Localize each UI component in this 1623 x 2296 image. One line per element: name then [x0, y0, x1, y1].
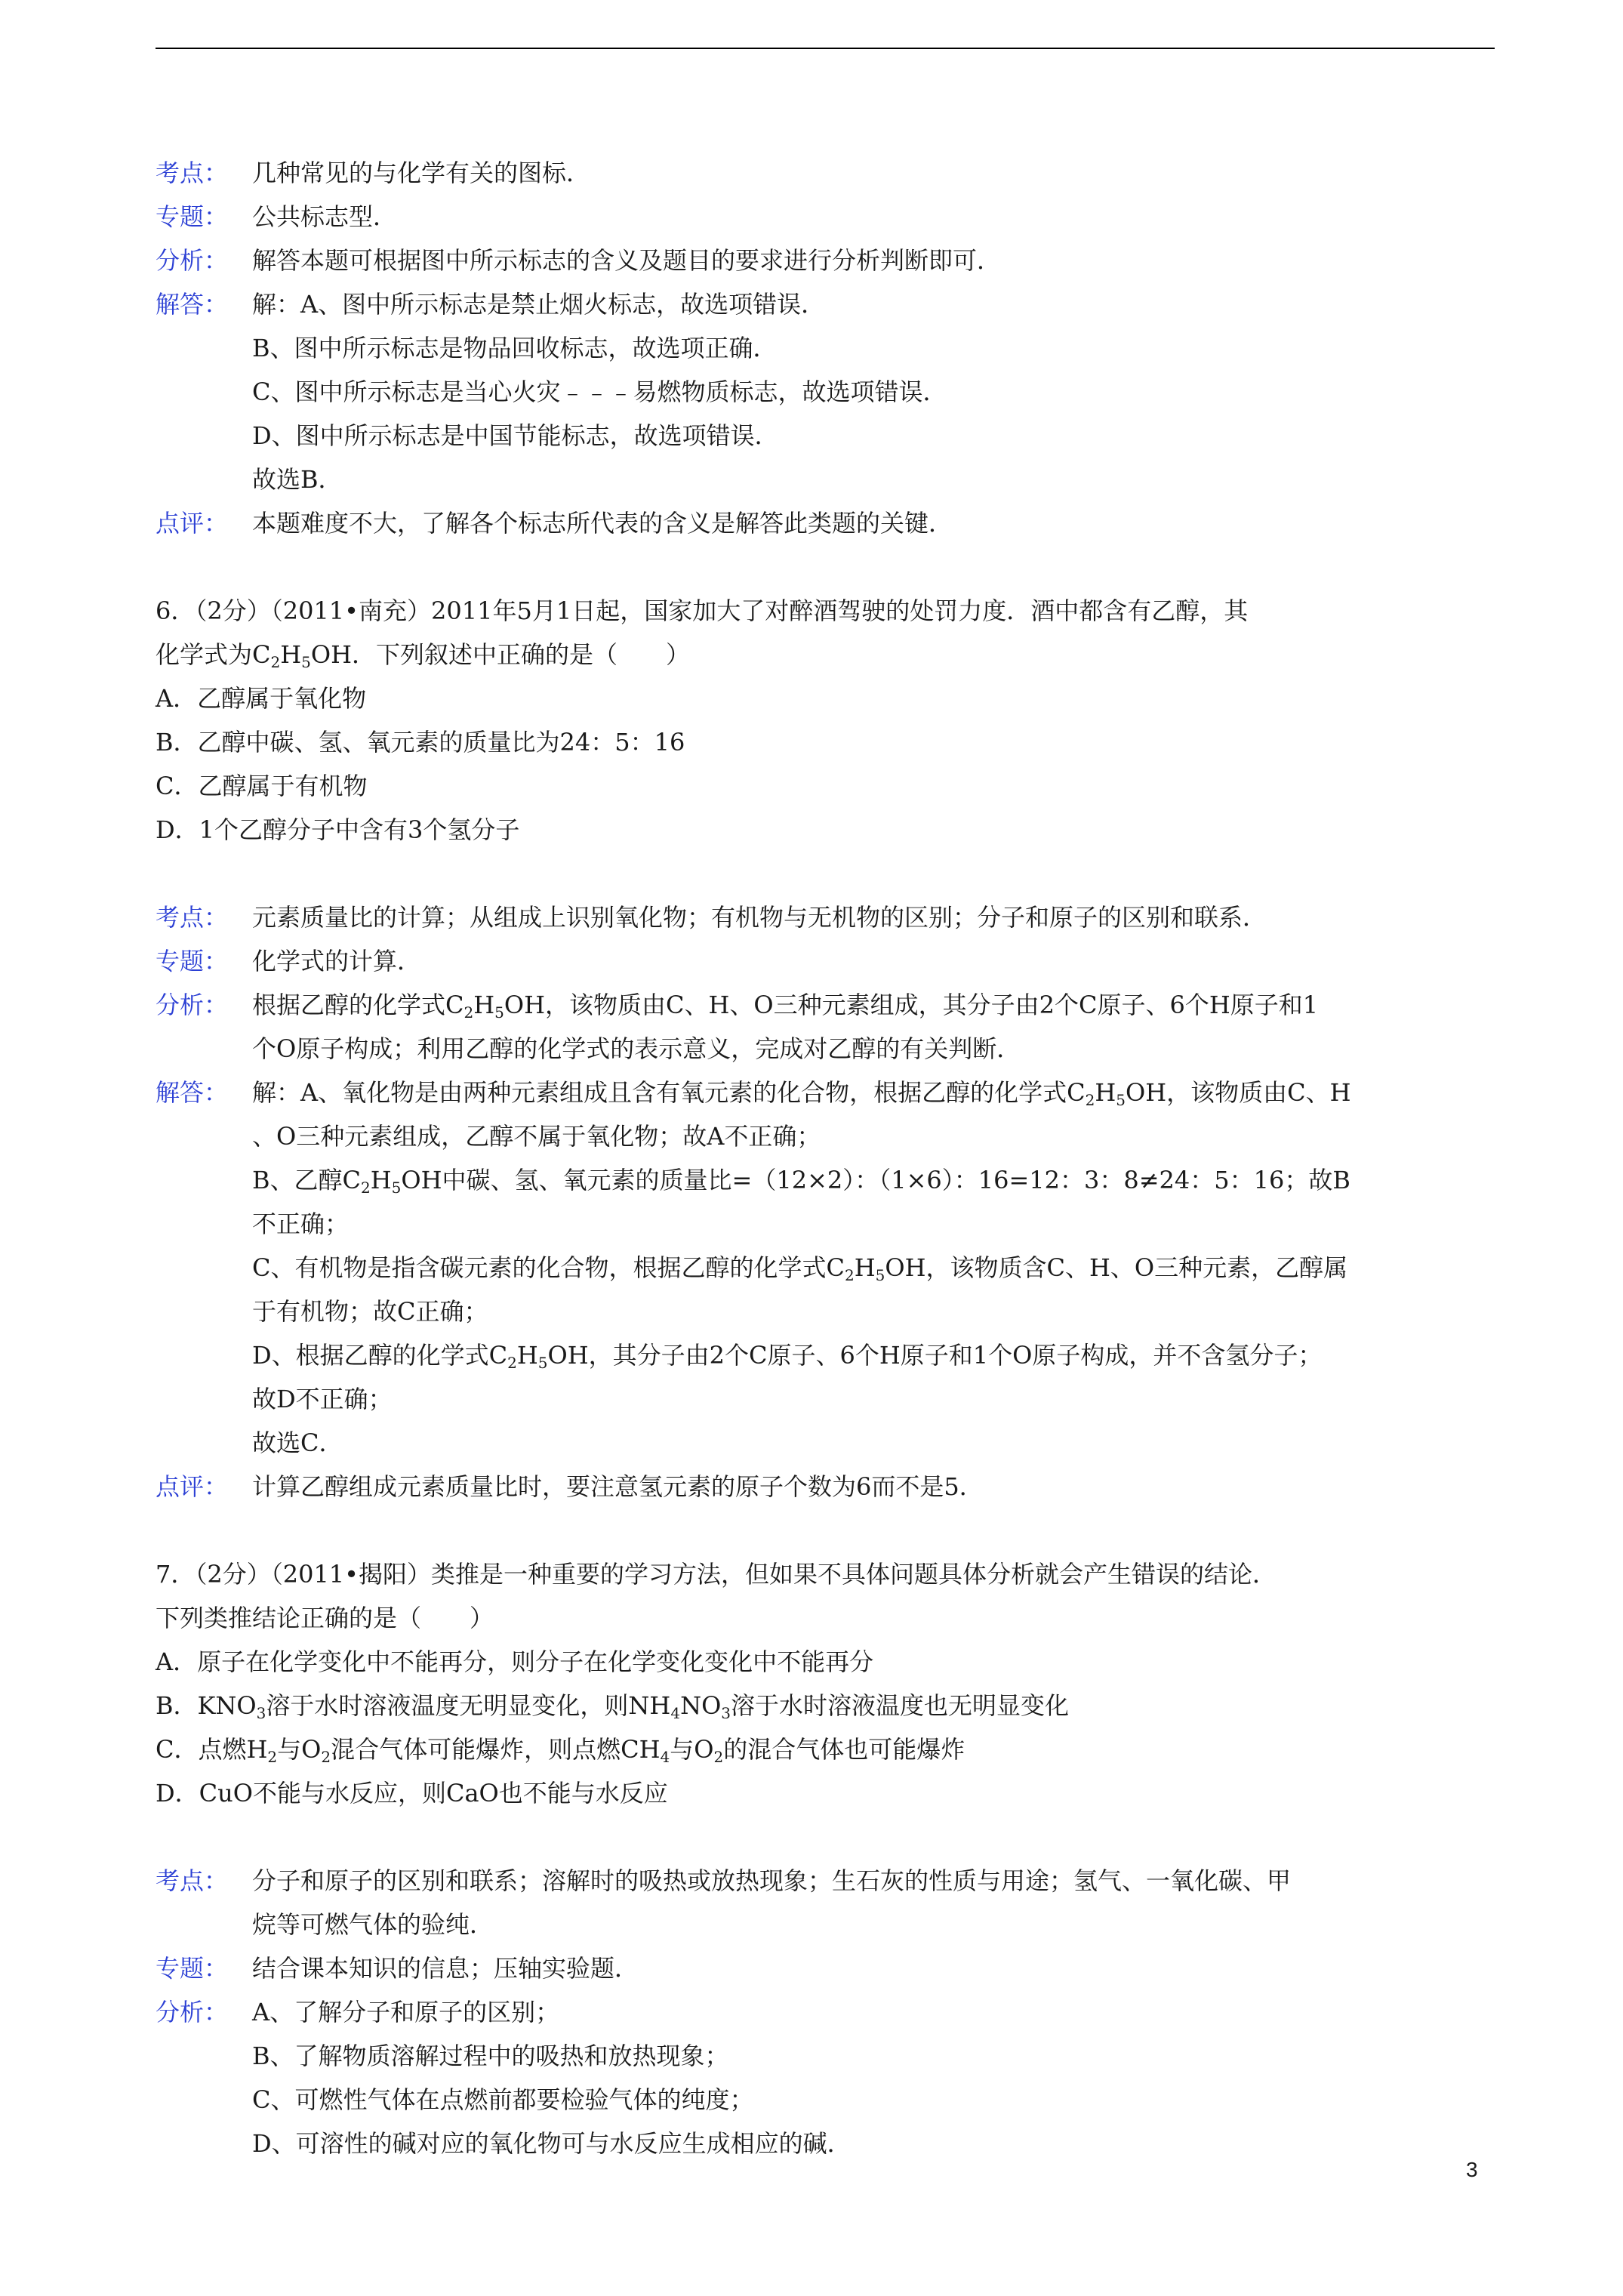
jieda-line: 故选B． [252, 465, 343, 494]
jieda-line: 解：A、氧化物是由两种元素组成且含有氧元素的化合物，根据乙醇的化学式$C_2H_5OH$，该物质由C、H [252, 1078, 1351, 1109]
zhuanti-text: 结合课本知识的信息；压轴实验题． [252, 1954, 639, 1983]
jieda-line: 解：A、图中所示标志是禁止烟火标志，故选项错误． [252, 290, 826, 319]
dianping-text: 本题难度不大，了解各个标志所代表的含义是解答此类题的关键． [252, 509, 953, 538]
kaodian-line: 烷等可燃气体的验纯． [252, 1910, 494, 1939]
zhuanti-text: 化学式的计算． [252, 947, 422, 975]
q7-option-b: B．$KNO_3$溶于水时溶液温度无明显变化，则$NH_4NO_3$溶于水时溶液温度也无明显变化 [156, 1691, 1070, 1722]
kaodian-label: 考点： [156, 159, 229, 187]
q7-fenxi [156, 1990, 1499, 2165]
kaodian-text: 元素质量比的计算；从组成上识别氧化物；有机物与无机物的区别；分子和原子的区别和联系． [252, 903, 1267, 932]
q6-option-d: D．1个乙醇分子中含有3个氢分子 [156, 815, 520, 844]
fenxi-line: D、可溶性的碱对应的氧化物可与水反应生成相应的碱． [252, 2129, 852, 2158]
q5-jieda [156, 282, 1499, 501]
jieda-line: 不正确； [252, 1210, 350, 1238]
jieda-line: 故D不正确； [252, 1385, 393, 1413]
fenxi-line: B、了解物质溶解过程中的吸热和放热现象； [252, 2042, 729, 2070]
fenxi-body [252, 983, 1499, 1071]
jieda-label: 解答： [156, 290, 229, 319]
dianping-label: 点评： [156, 1472, 229, 1501]
jieda-label: 解答： [156, 1078, 229, 1107]
q6-option-c: C．乙醇属于有机物 [156, 772, 368, 800]
fenxi-line: 个O原子构成；利用乙醇的化学式的表示意义，完成对乙醇的有关判断． [252, 1034, 1021, 1063]
jieda-line: 故选C． [252, 1428, 343, 1457]
jieda-body [252, 1071, 1499, 1465]
q6-stem-line-2: 化学式为$C_2H_5OH$．下列叙述中正确的是（ ） [156, 640, 691, 671]
fenxi-text: 解答本题可根据图中所示标志的含义及题目的要求进行分析判断即可． [252, 246, 1002, 275]
fenxi-line: C、可燃性气体在点燃前都要检验气体的纯度； [252, 2085, 754, 2114]
q7-option-c: C．点燃$H_2$与$O_2$混合气体可能爆炸，则点燃$CH_4$与$O_2$的混合气体也可能爆炸 [156, 1735, 965, 1766]
kaodian-body [252, 1859, 1499, 1946]
jieda-line: B、图中所示标志是物品回收标志，故选项正确． [252, 334, 778, 362]
q7-option-a: A．原子在化学变化中不能再分，则分子在化学变化变化中不能再分 [156, 1647, 874, 1676]
q6-zhuanti [156, 939, 1499, 983]
q5-fenxi [156, 239, 1499, 282]
jieda-body [252, 282, 1499, 501]
q6-fenxi [156, 983, 1499, 1071]
jieda-line: D、根据乙醇的化学式$C_2H_5OH$，其分子由2个C原子、6个H原子和1个O原子构成，并不含氢分子； [252, 1341, 1323, 1372]
fenxi-label: 分析： [156, 991, 229, 1019]
zhuanti-label: 专题： [156, 1954, 229, 1983]
q5-kaodian [156, 151, 1499, 195]
q6-option-b: B．乙醇中碳、氢、氧元素的质量比为24：5：16 [156, 728, 685, 757]
jieda-line: B、乙醇$C_2H_5OH$中碳、氢、氧元素的质量比=（12×2）：（1×6）：16=12：3：8≠24：5：16；故B [252, 1166, 1350, 1197]
zhuanti-label: 专题： [156, 202, 229, 231]
q6-option-a: A．乙醇属于氧化物 [156, 684, 367, 713]
fenxi-body [252, 1990, 1499, 2165]
fenxi-label: 分析： [156, 1998, 229, 2026]
fenxi-label: 分析： [156, 246, 229, 275]
kaodian-label: 考点： [156, 1866, 229, 1895]
dianping-text: 计算乙醇组成元素质量比时，要注意氢元素的原子个数为6而不是5． [252, 1472, 984, 1501]
jieda-line: 于有机物；故C正确； [252, 1297, 488, 1326]
kaodian-label: 考点： [156, 903, 229, 932]
question-7 [156, 1552, 1499, 1815]
dianping-label: 点评： [156, 509, 229, 538]
q7-stem-line-2: 下列类推结论正确的是（ ） [156, 1604, 494, 1632]
fenxi-line: 根据乙醇的化学式$C_2H_5OH$，该物质由C、H、O三种元素组成，其分子由2个C原子、6个H原子和1 [252, 991, 1319, 1022]
q7-zhuanti [156, 1946, 1499, 1990]
question-6 [156, 589, 1499, 852]
q6-jieda [156, 1071, 1499, 1465]
page-number: 3 [1466, 2158, 1478, 2181]
q6-stem-line-1: 6．（2分）（2011•南充）2011年5月1日起，国家加大了对醉酒驾驶的处罚力度．酒中都含有乙醇，其 [156, 596, 1249, 625]
zhuanti-label: 专题： [156, 947, 229, 975]
kaodian-line: 分子和原子的区别和联系；溶解时的吸热或放热现象；生石灰的性质与用途；氢气、一氧化碳、甲 [252, 1866, 1292, 1895]
q6-dianping [156, 1465, 1499, 1509]
q5-dianping [156, 501, 1499, 545]
jieda-line: C、图中所示标志是当心火灾﹣﹣﹣易燃物质标志，故选项错误． [252, 378, 947, 406]
page-content [156, 151, 1499, 2165]
header-rule [156, 48, 1495, 49]
fenxi-line: A、了解分子和原子的区别； [252, 1998, 560, 2026]
q7-stem-line-1: 7．（2分）（2011•揭阳）类推是一种重要的学习方法，但如果不具体问题具体分析就会产生错误的结论． [156, 1560, 1277, 1589]
q6-kaodian [156, 895, 1499, 939]
jieda-line: 、O三种元素组成，乙醇不属于氧化物；故A不正确； [252, 1122, 821, 1151]
q7-option-d: D．CuO不能与水反应，则CaO也不能与水反应 [156, 1779, 668, 1808]
zhuanti-text: 公共标志型． [252, 202, 398, 231]
jieda-line: D、图中所示标志是中国节能标志，故选项错误． [252, 421, 779, 450]
q7-kaodian [156, 1859, 1499, 1946]
jieda-line: C、有机物是指含碳元素的化合物，根据乙醇的化学式$C_2H_5OH$，该物质含C、H、O三种元素，乙醇属 [252, 1253, 1348, 1284]
q5-zhuanti [156, 195, 1499, 239]
kaodian-text: 几种常见的与化学有关的图标． [252, 159, 591, 187]
